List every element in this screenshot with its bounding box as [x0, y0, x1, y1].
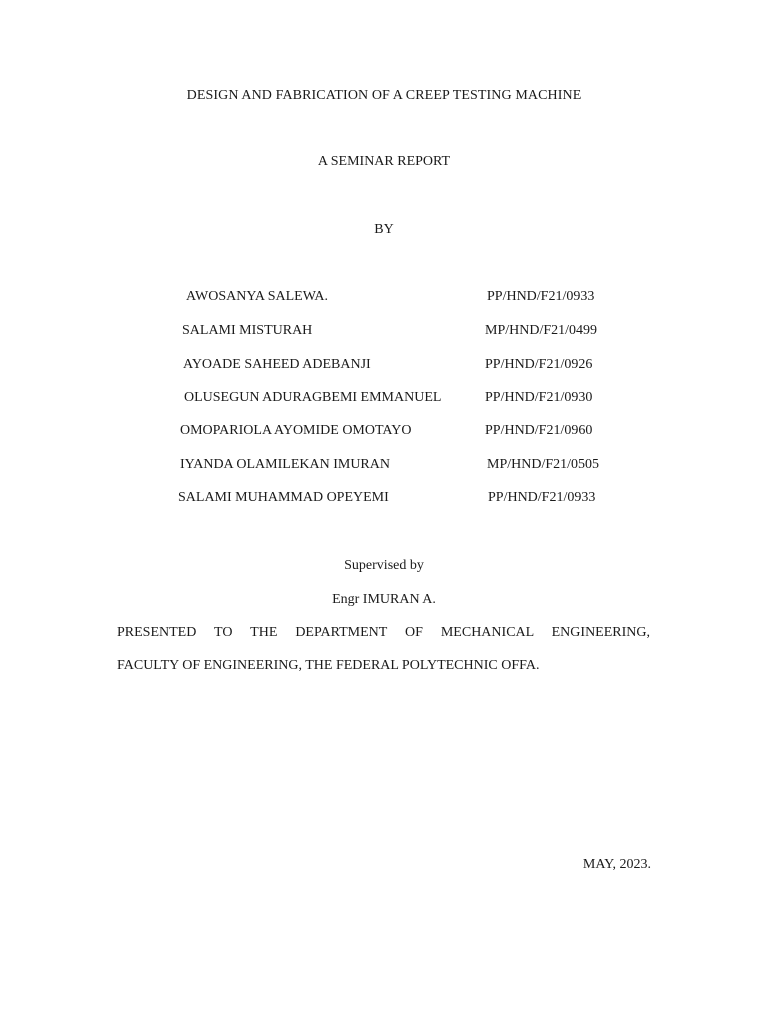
- member-name: OMOPARIOLA AYOMIDE OMOTAYO: [180, 423, 412, 438]
- member-name: IYANDA OLAMILEKAN IMURAN: [180, 457, 390, 472]
- member-id: PP/HND/F21/0933: [487, 289, 595, 304]
- faculty-line: FACULTY OF ENGINEERING, THE FEDERAL POLYTECHNIC OFFA.: [117, 658, 540, 673]
- member-name: AWOSANYA SALEWA.: [186, 289, 328, 304]
- member-name: OLUSEGUN ADURAGBEMI EMMANUEL: [184, 390, 442, 405]
- report-subtitle: A SEMINAR REPORT: [317, 154, 451, 169]
- member-id: PP/HND/F21/0960: [485, 423, 593, 438]
- report-date: MAY, 2023.: [582, 857, 651, 872]
- member-id: MP/HND/F21/0499: [485, 323, 598, 338]
- by-label: BY: [374, 222, 394, 237]
- report-title: DESIGN AND FABRICATION OF A CREEP TESTING MACHINE: [186, 88, 582, 103]
- member-name: SALAMI MISTURAH: [182, 323, 313, 338]
- member-name: AYOADE SAHEED ADEBANJI: [183, 357, 371, 372]
- member-name: SALAMI MUHAMMAD OPEYEMI: [178, 490, 389, 505]
- supervised-by-label: Supervised by: [344, 558, 424, 573]
- presented-to-line: PRESENTED TO THE DEPARTMENT OF MECHANICAL ENGINEERING,: [117, 625, 650, 640]
- member-id: PP/HND/F21/0926: [485, 357, 593, 372]
- supervisor-name: Engr IMURAN A.: [332, 592, 436, 607]
- member-id: MP/HND/F21/0505: [487, 457, 600, 472]
- member-id: PP/HND/F21/0933: [488, 490, 596, 505]
- member-id: PP/HND/F21/0930: [485, 390, 593, 405]
